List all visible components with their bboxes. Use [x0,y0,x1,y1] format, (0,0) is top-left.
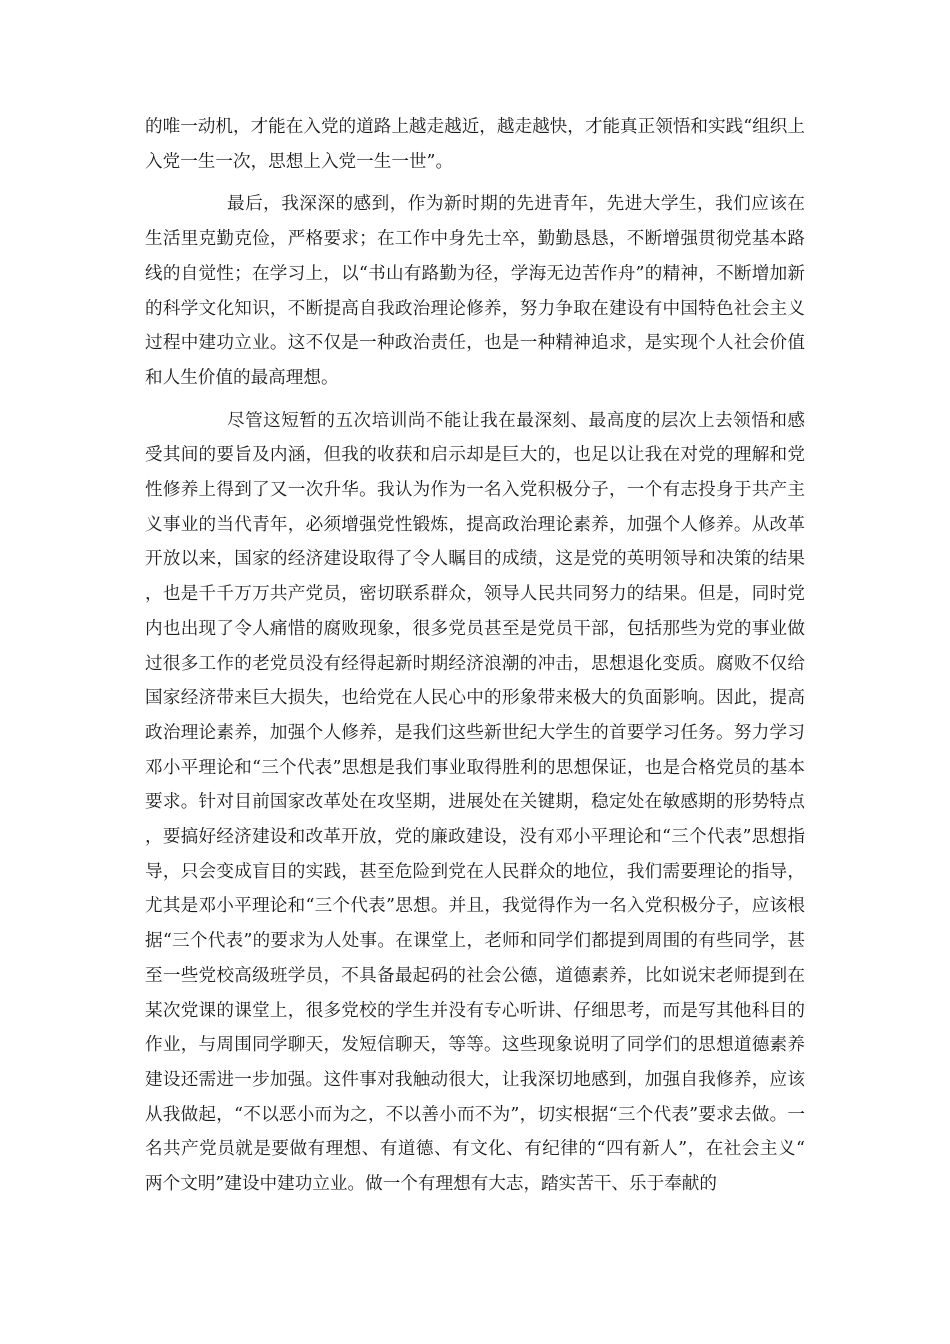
paragraph-2: 最后，我深深的感到，作为新时期的先进青年，先进大学生，我们应该在生活里克勤克俭，严格要求；在工作中身先士卒，勤勤恳恳，不断增强贯彻党基本路线的自觉性；在学习上，以“书山有路勤为径，学海无边苦作舟”的精神，不断增加新的科学文化知识，不断提高自我政治理论修养，努力争取在建设有中国特色社会主义过程中建功立业。这不仅是一种政治责任，也是一种精神追求，是实现个人社会价值和人生价值的最高理想。 [145,194,805,388]
paragraph-3: 尽管这短暂的五次培训尚不能让我在最深刻、最高度的层次上去领悟和感受其间的要旨及内涵，但我的收获和启示却是巨大的，也足以让我在对党的理解和党性修养上得到了又一次升华。我认为作为一名入党积极分子，一个有志投身于共产主义事业的当代青年，必须增强党性锻炼，提高政治理论素养，加强个人修养。从改革开放以来，国家的经济建设取得了令人瞩目的成绩，这是党的英明领导和决策的结果，也是千千万万共产党员，密切联系群众，领导人民共同努力的结果。但是，同时党内也出现了令人痛惜的腐败现象，很多党员甚至是党员干部，包括那些为党的事业做过很多工作的老党员没有经得起新时期经济浪潮的冲击，思想退化变质。腐败不仅给国家经济带来巨大损失，也给党在人民心中的形象带来极大的负面影响。因此，提高政治理论素养，加强个人修养，是我们这些新世纪大学生的首要学习任务。努力学习邓小平理论和“三个代表”思想是我们事业取得胜利的思想保证，也是合格党员的基本要求。针对目前国家改革处在攻坚期，进展处在关键期，稳定处在敏感期的形势特点，要搞好经济建设和改革开放，党的廉政建设，没有邓小平理论和“三个代表”思想指导，只会变成盲目的实践，甚至危险到党在人民群众的地位，我们需要理论的指导，尤其是邓小平理论和“三个代表”思想。并且，我觉得作为一名入党积极分子，应该根据“三个代表”的要求为人处事。在课堂上，老师和同学们都提到周围的有些同学，甚至一些党校高级班学员，不具备最起码的社会公德，道德素养，比如说宋老师提到在某次党课的课堂上，很多党校的学生并没有专心听讲、仔细思考，而是写其他科目的作业，与周围同学聊天，发短信聊天，等等。这些现象说明了同学们的思想道德素养建设还需进一步加强。这件事对我触动很大，让我深切地感到，加强自我修养，应该从我做起，“不以恶小而为之，不以善小而不为”，切实根据“三个代表”要求去做。一名共产党员就是要做有理想、有道德、有文化、有纪律的“四有新人”，在社会主义“两个文明”建设中建功立业。做一个有理想有大志，踏实苦干、乐于奉献的 [145,410,805,1195]
paragraph-1: 的唯一动机，才能在入党的道路上越走越近，越走越快，才能真正领悟和实践“组织上入党一生一次，思想上入党一生一世”。 [145,117,805,172]
document-body [145,110,805,1210]
